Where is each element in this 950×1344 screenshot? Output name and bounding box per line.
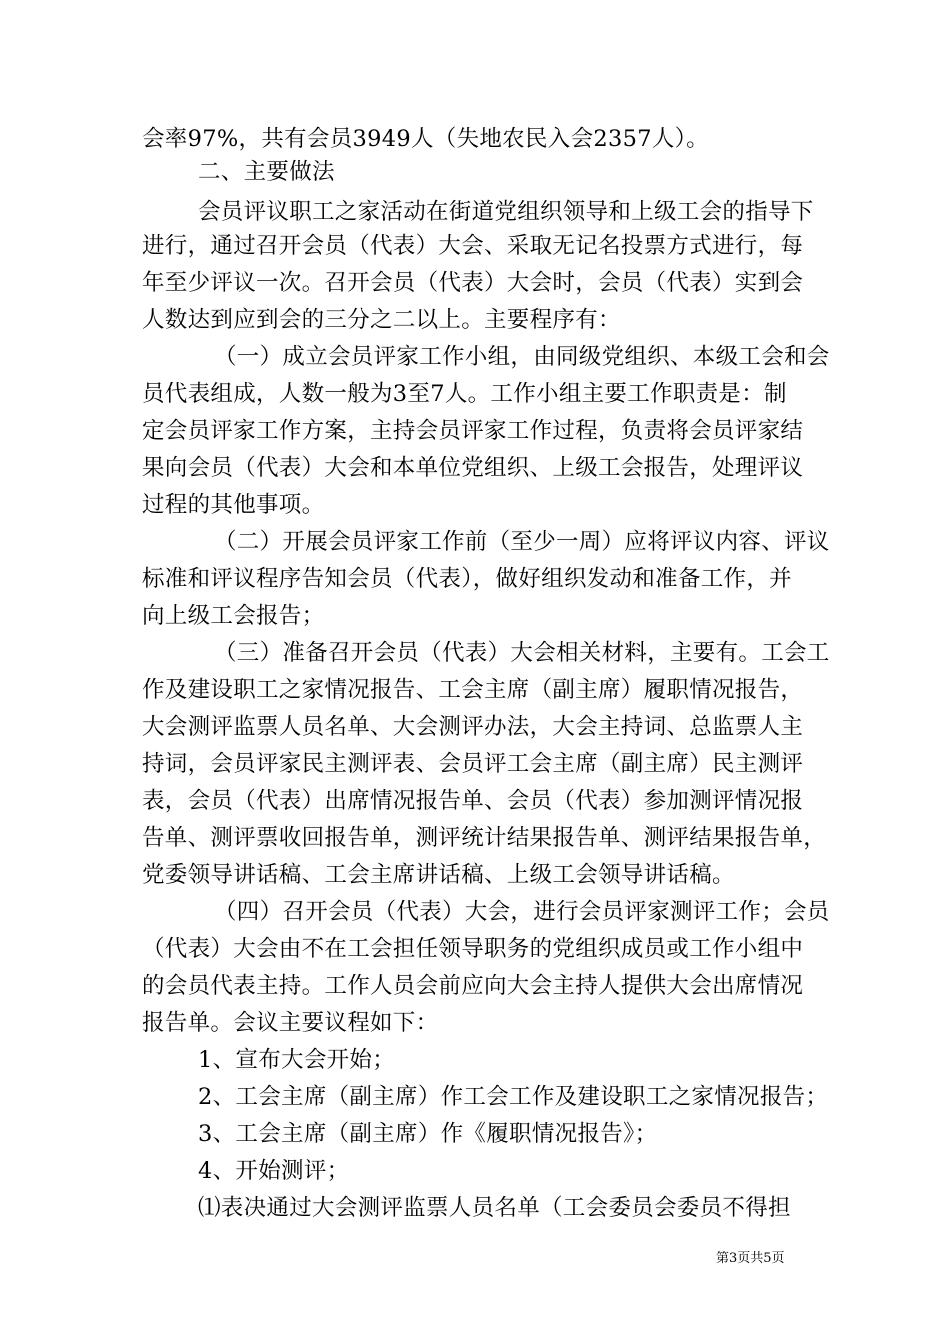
list-item: ⑴表决通过大会测评监票人员名单（工会委员会委员不得担 [198,1195,791,1221]
text-line: 人数达到应到会的三分之二以上。主要程序有： [142,307,621,333]
text-line: （二）开展会员评家工作前（至少一周）应将评议内容、评议 [214,529,830,555]
text-line: 进行，通过召开会员（代表）大会、采取无记名投票方式进行，每 [142,233,804,259]
text-line: 告单、测评票收回报告单，测评统计结果报告单、测评结果报告单， [142,825,827,851]
text-line: （三）准备召开会员（代表）大会相关材料，主要有。工会工 [214,640,830,666]
text-line: 员代表组成，人数一般为3至7人。工作小组主要工作职责是：制 [142,381,787,407]
section-heading: 二、主要做法 [198,159,335,185]
text-line: 标准和评议程序告知会员（代表），做好组织发动和准备工作，并 [142,566,792,592]
list-item: 2、工会主席（副主席）作工会工作及建设职工之家情况报告； [198,1084,829,1110]
text-line: 果向会员（代表）大会和本单位党组织、上级工会报告，处理评议 [142,455,804,481]
text-line: 会员评议职工之家活动在街道党组织领导和上级工会的指导下 [198,199,814,225]
text-line: 报告单。会议主要议程如下： [142,1010,439,1036]
text-line: 会率97%，共有会员3949人（失地农民入会2357人）。 [142,126,709,152]
list-item: 3、工会主席（副主席）作《履职情况报告》； [198,1121,658,1147]
text-line: （代表）大会由不在工会担任领导职务的党组织成员或工作小组中 [142,936,804,962]
text-line: （一）成立会员评家工作小组，由同级党组织、本级工会和会 [214,344,830,370]
text-line: 作及建设职工之家情况报告、工会主席（副主席）履职情况报告， [142,677,804,703]
list-item: 4、开始测评； [198,1158,350,1184]
text-line: 定会员评家工作方案，主持会员评家工作过程，负责将会员评家结 [142,418,804,444]
text-line: 持词，会员评家民主测评表、会员评工会主席（副主席）民主测评 [142,751,804,777]
text-line: 表，会员（代表）出席情况报告单、会员（代表）参加测评情况报 [142,788,804,814]
text-line: 过程的其他事项。 [142,492,325,518]
text-line: 年至少评议一次。召开会员（代表）大会时，会员（代表）实到会 [142,270,804,296]
page-number: 第3页共5页 [716,1251,785,1266]
text-line: （四）召开会员（代表）大会，进行会员评家测评工作；会员 [214,899,830,925]
text-line: 大会测评监票人员名单、大会测评办法，大会主持词、总监票人主 [142,714,804,740]
text-line: 的会员代表主持。工作人员会前应向大会主持人提供大会出席情况 [142,973,804,999]
text-line: 向上级工会报告； [142,603,325,629]
text-line: 党委领导讲话稿、工会主席讲话稿、上级工会领导讲话稿。 [142,862,735,888]
list-item: 1、宣布大会开始； [198,1047,396,1073]
